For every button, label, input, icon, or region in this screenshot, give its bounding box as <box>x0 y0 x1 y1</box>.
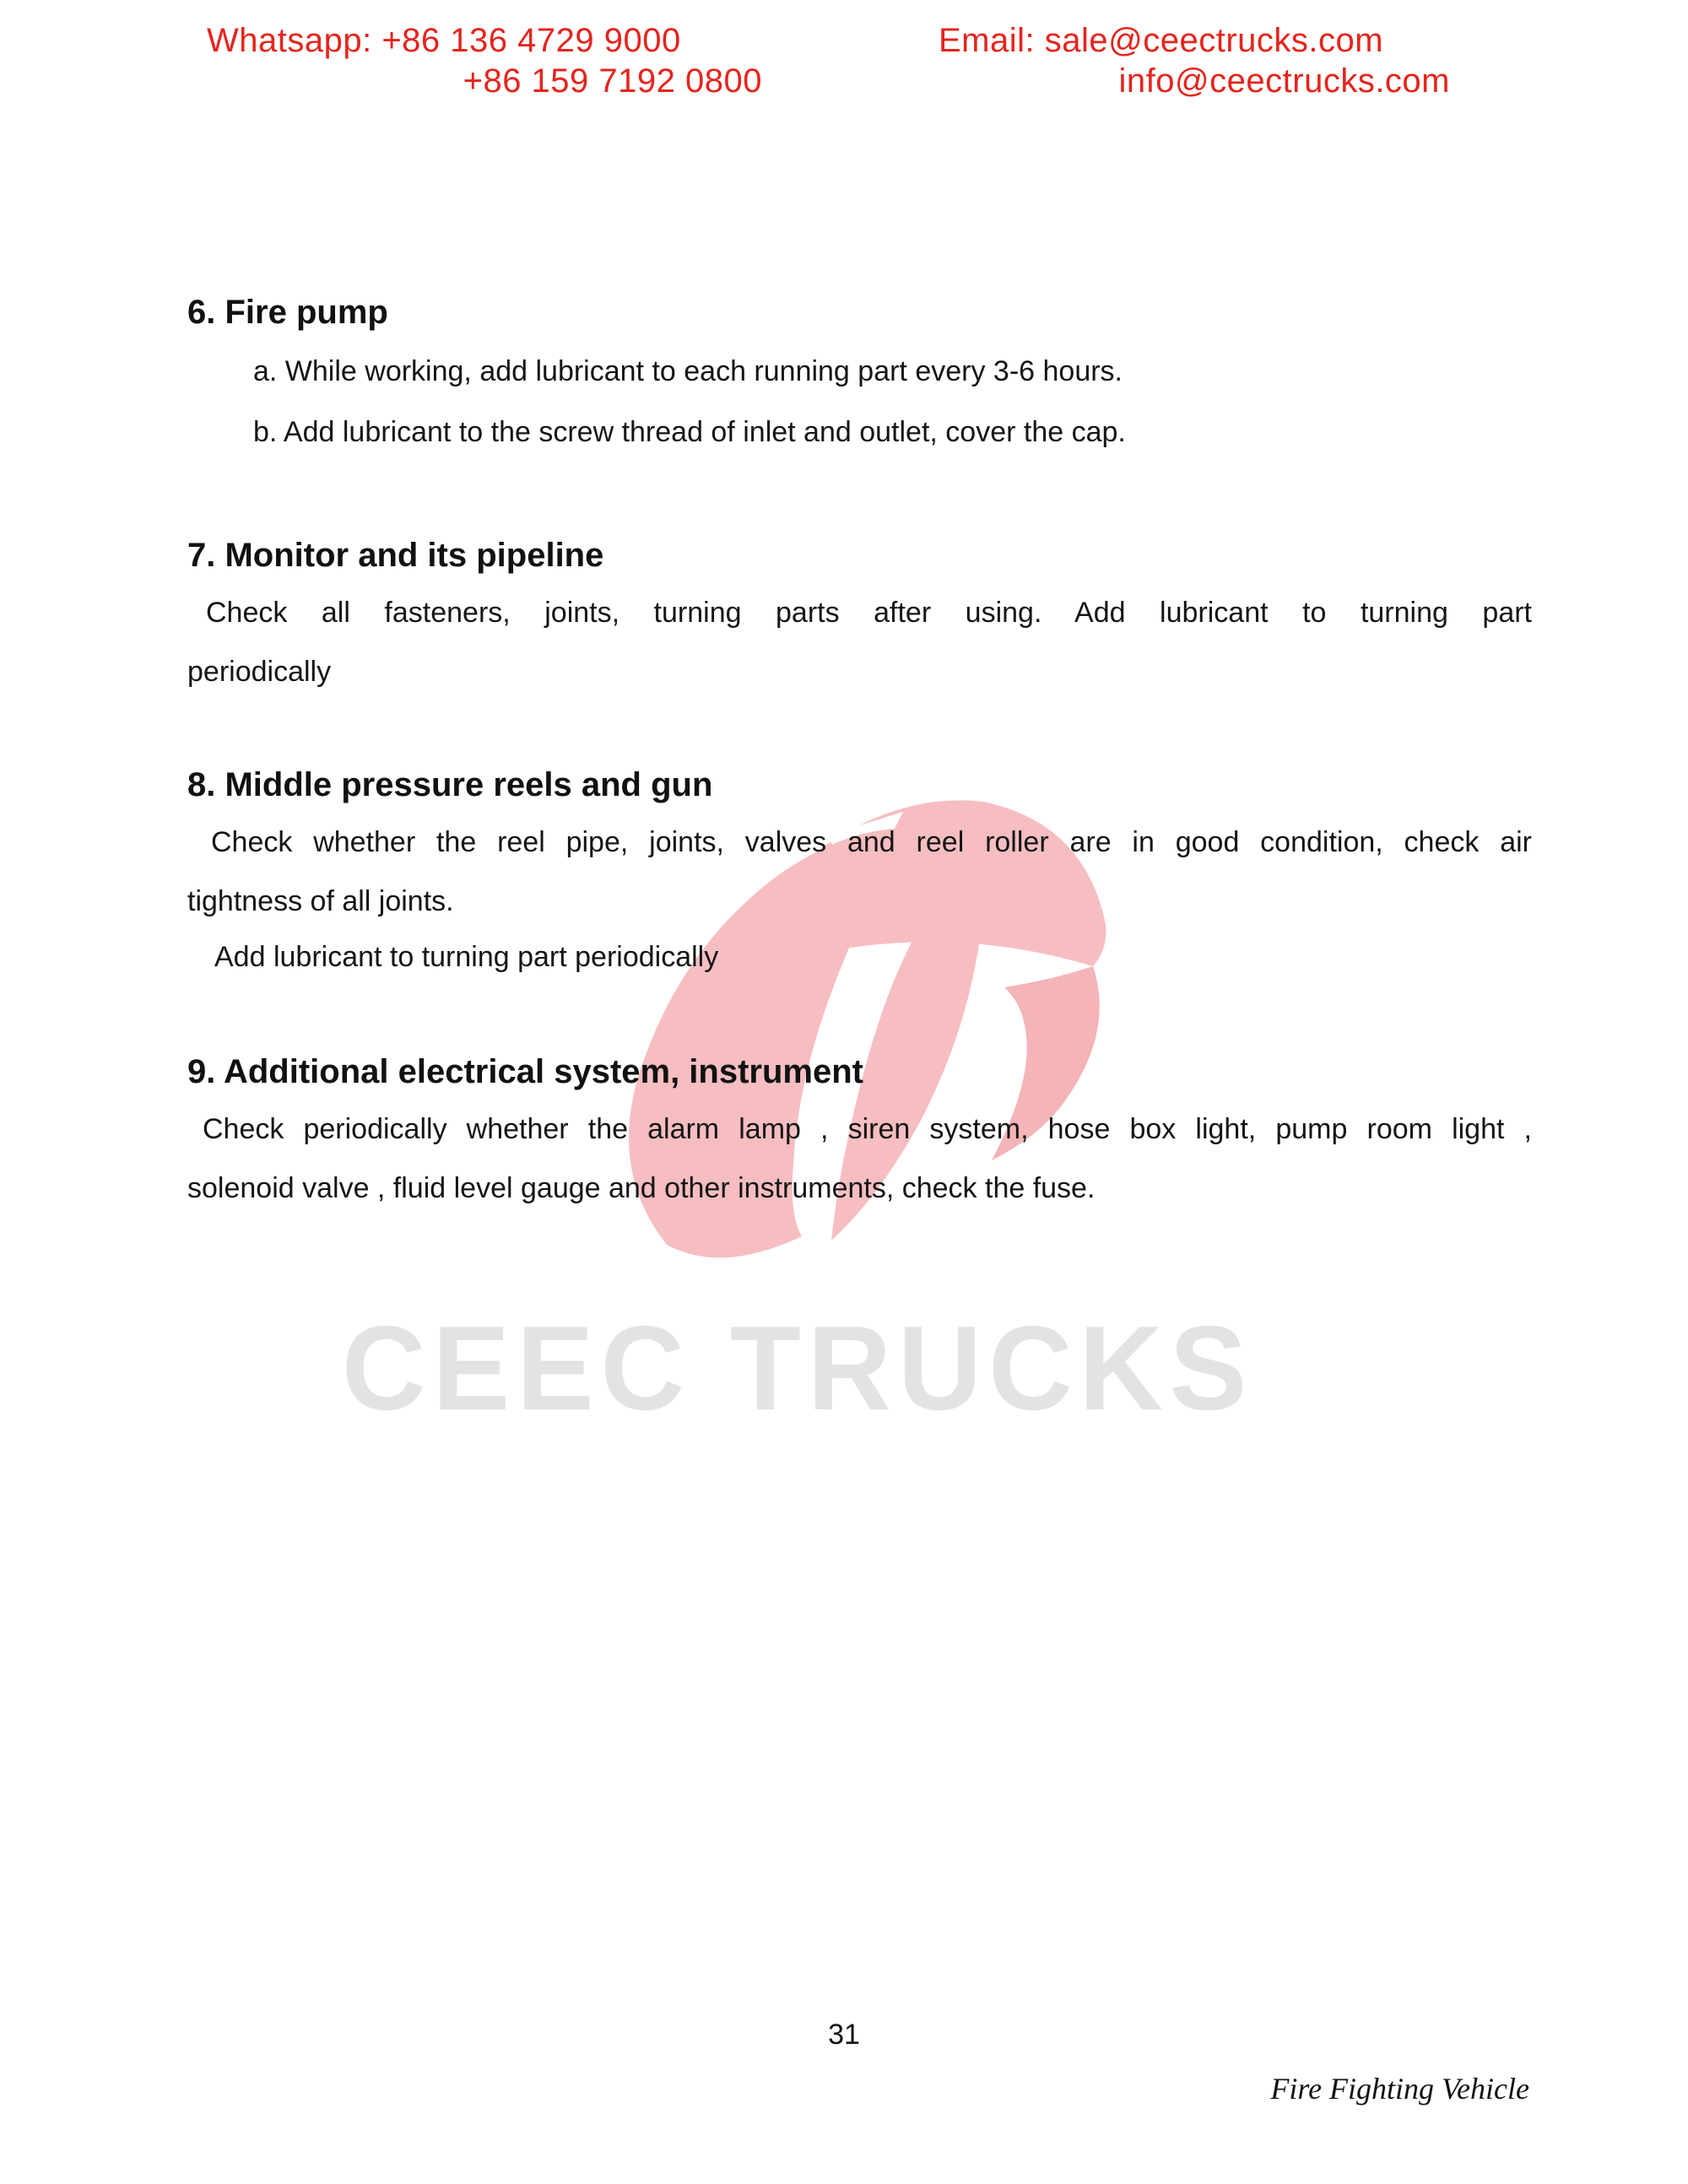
document-title: Fire Fighting Vehicle <box>1270 2072 1529 2106</box>
section-6-heading: 6. Fire pump <box>187 294 388 331</box>
section-8-heading: 8. Middle pressure reels and gun <box>187 766 713 803</box>
header-whatsapp-line2: +86 159 7192 0800 <box>463 62 762 100</box>
section-8-paragraph-line3: Add lubricant to turning part periodically <box>214 941 719 973</box>
section-9-heading: 9. Additional electrical system, instrument <box>187 1053 863 1090</box>
page-number: 31 <box>828 2019 860 2051</box>
header-whatsapp-line1: Whatsapp: +86 136 4729 9000 <box>207 22 681 59</box>
section-7-heading: 7. Monitor and its pipeline <box>187 537 604 574</box>
section-6-item-a: a. While working, add lubricant to each running part every 3-6 hours. <box>253 355 1123 387</box>
section-7-paragraph-line1: Check all fasteners, joints, turning parts after using. Add lubricant to turning part <box>206 597 1532 629</box>
section-7-paragraph-line2: periodically <box>187 656 332 688</box>
header-email-line2: info@ceectrucks.com <box>1118 62 1450 100</box>
section-9-paragraph-line2: solenoid valve , fluid level gauge and other instruments, check the fuse. <box>187 1172 1096 1204</box>
watermark-text: CEEC TRUCKS <box>342 1301 1254 1435</box>
header-email-line1: Email: sale@ceectrucks.com <box>939 22 1384 59</box>
section-9-paragraph-line1: Check periodically whether the alarm lamp , siren system, hose box light, pump room light , <box>203 1113 1532 1145</box>
section-8-paragraph-line1: Check whether the reel pipe, joints, valves and reel roller are in good condition, check air <box>211 826 1532 858</box>
section-6-item-b: b. Add lubricant to the screw thread of inlet and outlet, cover the cap. <box>253 416 1126 448</box>
section-8-paragraph-line2: tightness of all joints. <box>187 885 454 917</box>
